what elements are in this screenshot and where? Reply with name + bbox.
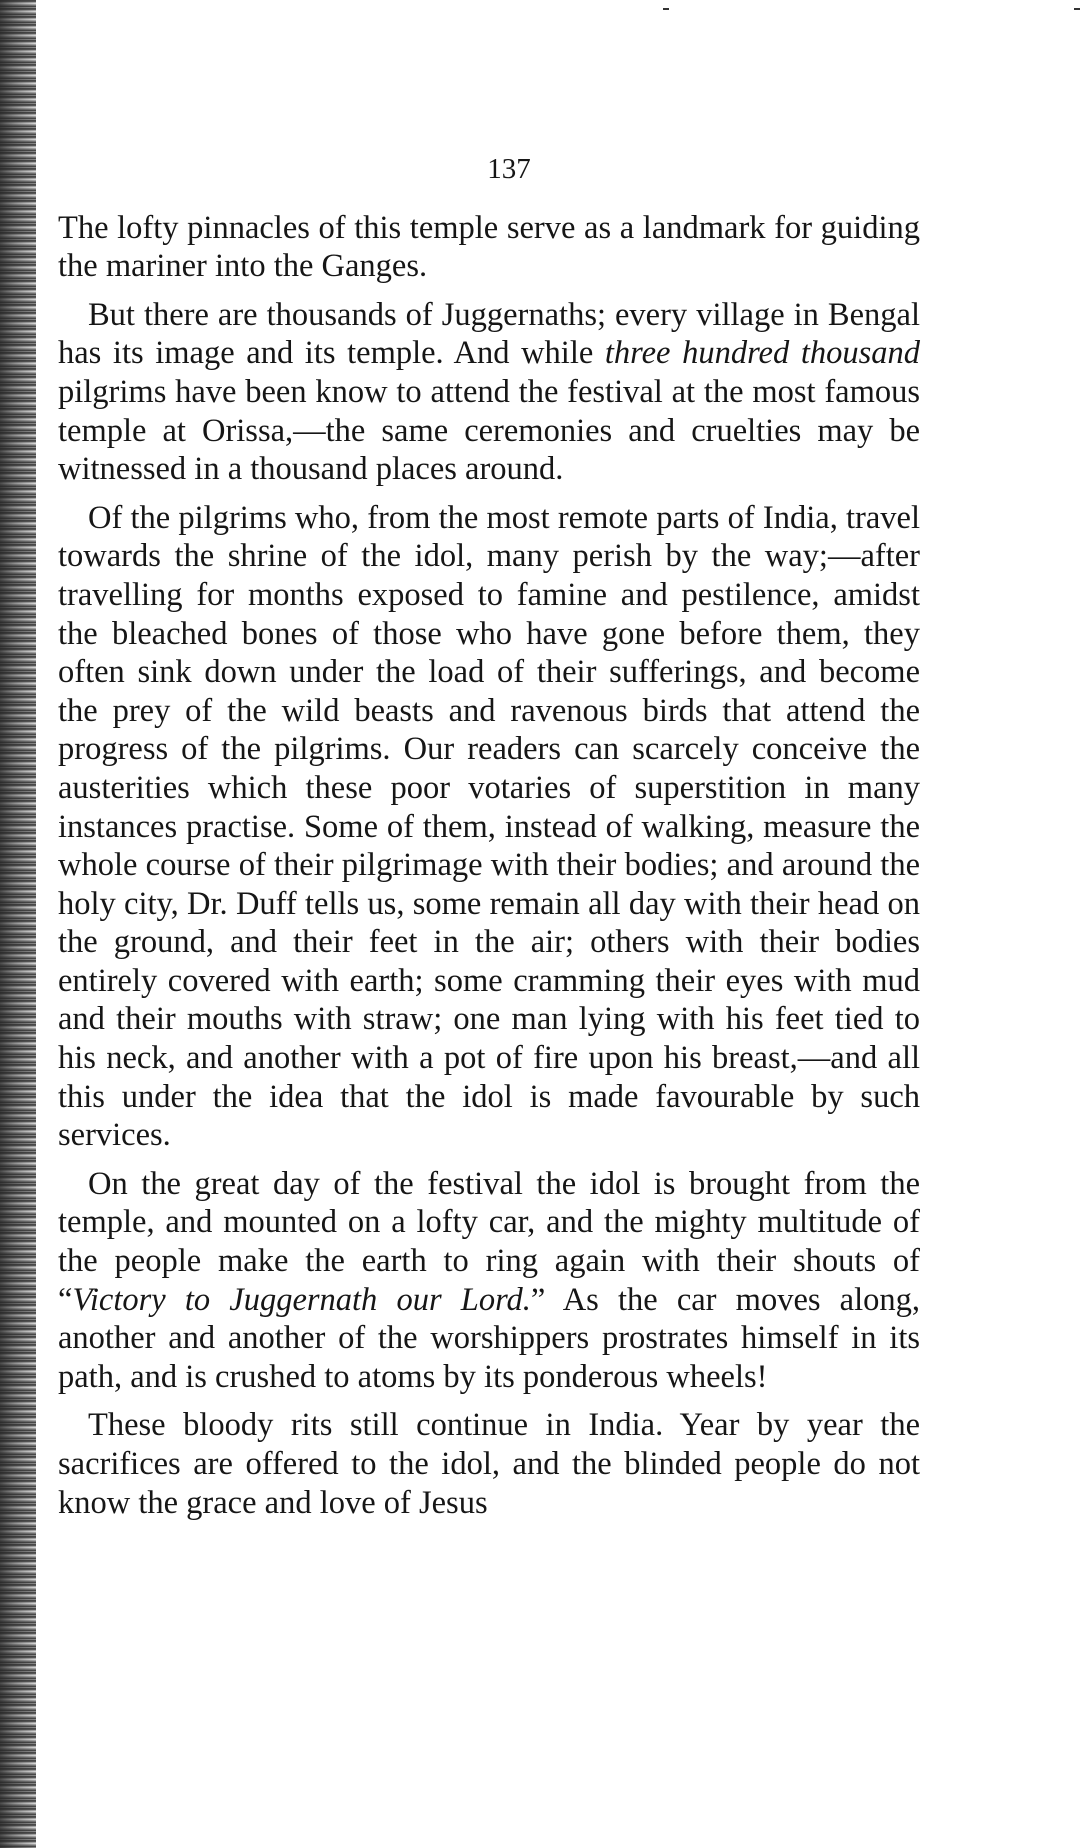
paragraph [58, 1165, 920, 1397]
text-run: Of the pilgrims who, from the most remote parts of India, travel towards the shrine of the idol, many perish by the way;—after travelling for months exposed to famine and pestilence, amidst the bleached bones of those who have gone before them, they often sink down under the load of their sufferings, and become the prey of the wild beasts and ravenous birds that attend the progress of the pilgrims. Our readers can scarcely conceive the austerities which these poor votaries of superstition in many instances practise. Some of them, instead of walking, measure the whole course of their pilgrimage with their bodies; and around the holy city, Dr. Duff tells us, some remain all day with their head on the ground, and their feet in the air; others with their bodies entirely covered with earth; some cramming their eyes with mud and their mouths with straw; one man lying with his feet tied to his neck, and another with a pot of fire upon his breast,—and all this under the idea that the idol is made favourable by such services. [58, 499, 920, 1154]
print-mark [663, 8, 669, 10]
paragraph [58, 296, 920, 489]
print-mark [1074, 8, 1080, 10]
book-page [58, 150, 920, 1522]
text-run: The lofty pinnacles of this temple serve as a landmark for guiding the mariner into the Ganges. [58, 209, 920, 285]
text-run: ” As the car moves along, another and another of the worshippers prostrates himself in its path, and is crushed to atoms by its ponderous wheels! [58, 1281, 920, 1395]
page-number: 137 [487, 153, 531, 185]
paragraph [58, 209, 920, 286]
text-run: On the great day of the festival the idol is brought from the temple, and mounted on a lofty car, and the mighty multitude of the people make the earth to ring again with their shouts of “ [58, 1165, 920, 1318]
paragraph [58, 499, 920, 1155]
text-run: pilgrims have been know to attend the festival at the most famous temple at Orissa,—the same ceremonies and cruelties may be witnessed in a thousand places around. [58, 373, 920, 488]
text-run: But there are thousands of Juggernaths; every village in Bengal has its image and its temple. And while [58, 296, 920, 372]
book-binding-edge [0, 0, 36, 1848]
italic-text: three hundred thousand [604, 335, 920, 372]
text-run: These bloody rits still continue in India. Year by year the sacrifices are offered to the idol, and the blinded people do not know the grace and love of Jesus [58, 1407, 920, 1521]
italic-text: Victory to Juggernath our Lord. [72, 1281, 531, 1318]
paragraph [58, 1406, 920, 1522]
page-body [58, 209, 920, 1523]
